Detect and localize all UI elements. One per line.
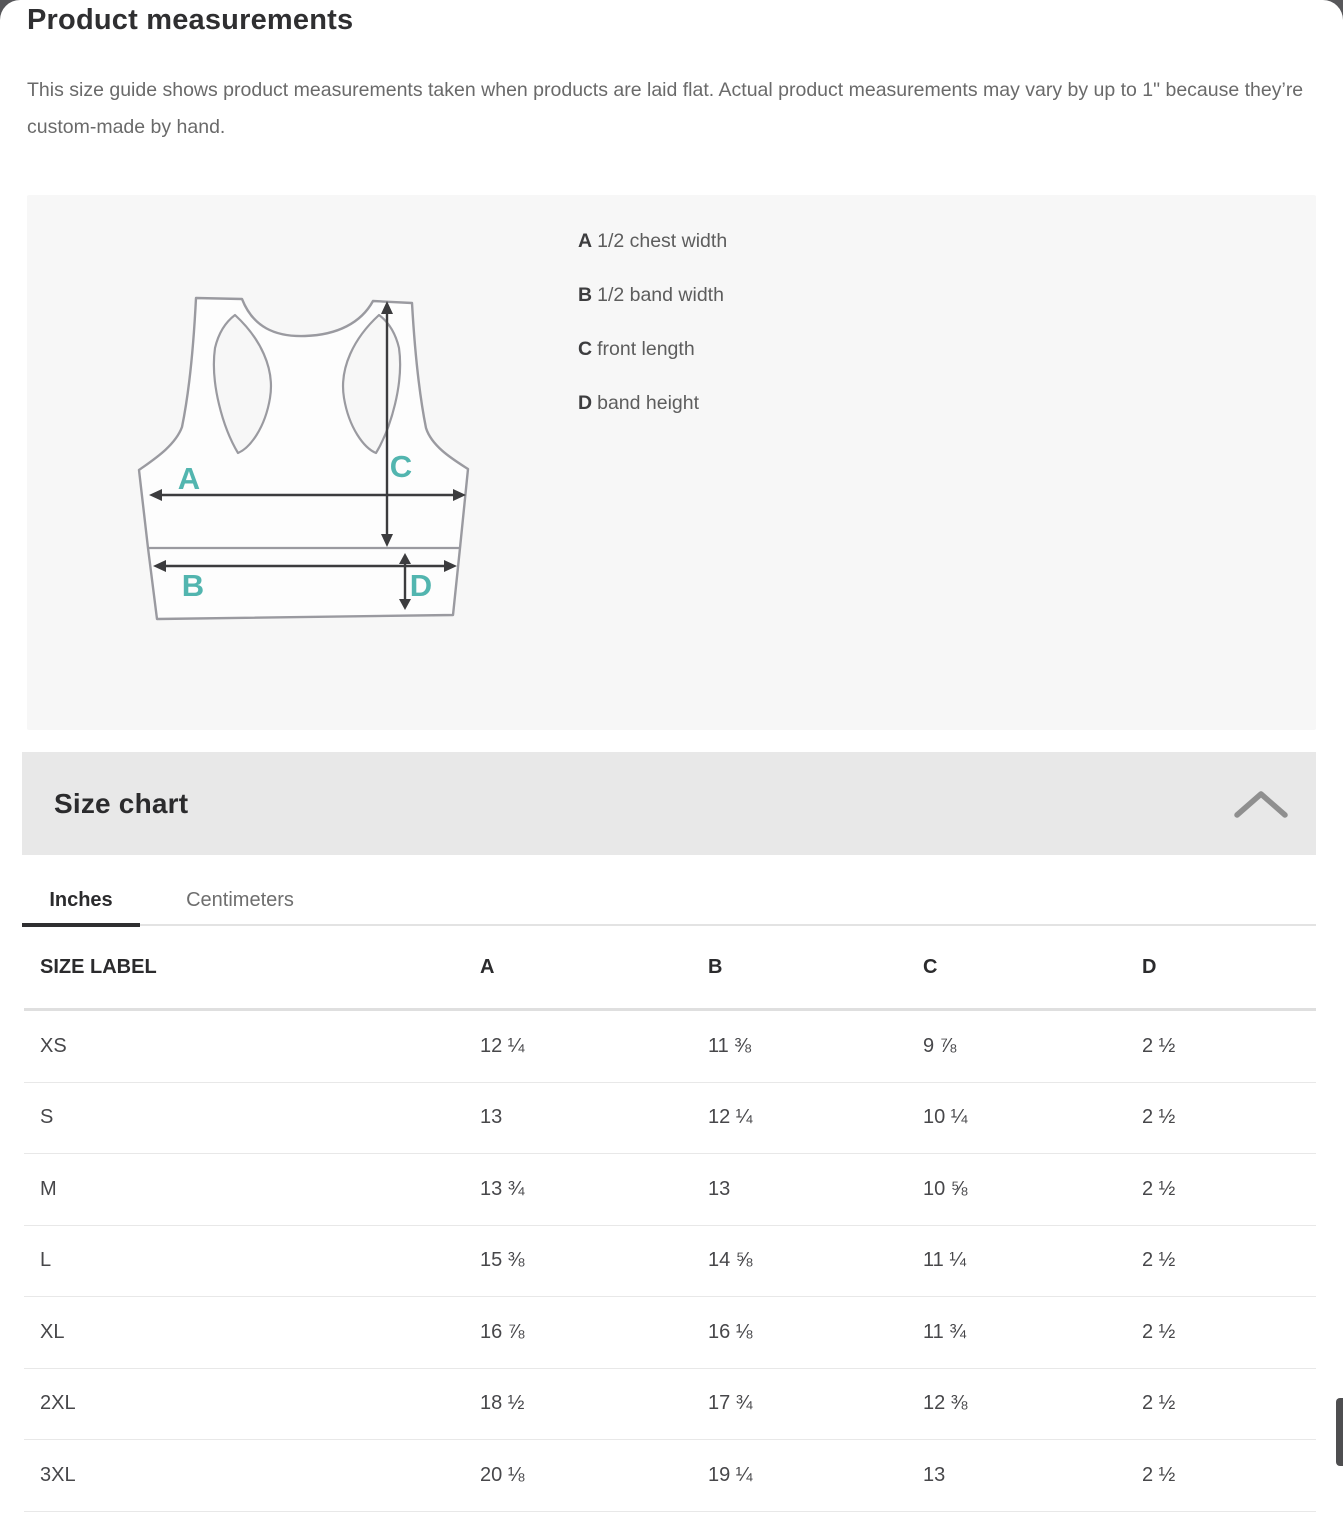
measurement-a-cell: 13: [480, 1106, 503, 1129]
table-row: [24, 1083, 1316, 1155]
table-row: [24, 1369, 1316, 1441]
measurement-a-cell: 20 ⅛: [480, 1463, 525, 1486]
page-title: Product measurements: [27, 4, 354, 36]
column-header-size-label: SIZE LABEL: [40, 955, 157, 978]
marker-d: D: [409, 568, 433, 603]
column-header-d: D: [1142, 955, 1157, 978]
size-label-cell: S: [40, 1106, 54, 1129]
measurement-a-cell: 13 ¾: [480, 1177, 525, 1200]
size-label-cell: XS: [40, 1034, 67, 1057]
measurement-b-cell: 14 ⅝: [708, 1249, 753, 1272]
marker-a: A: [177, 461, 201, 496]
measurement-c-cell: 12 ⅜: [923, 1392, 968, 1415]
table-row: [24, 1297, 1316, 1369]
measurement-a-cell: 15 ⅜: [480, 1249, 525, 1272]
measurement-c-cell: 10 ¼: [923, 1106, 968, 1129]
column-header-c: C: [923, 955, 938, 978]
marker-c: C: [389, 449, 413, 484]
measurement-d-cell: 2 ½: [1142, 1320, 1176, 1343]
legend-key-b: B: [578, 284, 593, 306]
size-table: [0, 926, 1343, 1512]
measurement-a-cell: 16 ⅞: [480, 1320, 525, 1343]
measurement-d-cell: 2 ½: [1142, 1249, 1176, 1272]
legend-item-d: [578, 393, 727, 413]
legend-label-d: band height: [597, 392, 700, 414]
measurement-a-cell: 12 ¼: [480, 1034, 525, 1057]
column-header-b: B: [708, 955, 723, 978]
column-header-a: A: [480, 955, 495, 978]
measurement-b-cell: 11 ⅜: [708, 1034, 751, 1057]
table-row: [24, 1440, 1316, 1512]
measurement-c-cell: 11 ¼: [923, 1249, 966, 1272]
size-label-cell: L: [40, 1249, 52, 1272]
table-row: [24, 1154, 1316, 1226]
legend-label-a: 1/2 chest width: [597, 230, 728, 252]
legend-item-a: [578, 231, 727, 251]
measurement-legend: [578, 231, 727, 447]
legend-key-d: D: [578, 392, 593, 414]
size-table-header-row: [24, 926, 1316, 1011]
measurement-c-cell: 11 ¾: [923, 1320, 966, 1343]
table-row: [24, 1226, 1316, 1298]
sports-bra-diagram: [135, 293, 475, 628]
measurement-d-cell: 2 ½: [1142, 1392, 1176, 1415]
legend-key-a: A: [578, 230, 593, 252]
unit-tabs: [22, 876, 1316, 926]
size-label-cell: 2XL: [40, 1392, 76, 1415]
size-table-body: [0, 1011, 1343, 1512]
legend-label-c: front length: [597, 338, 695, 360]
measurement-c-cell: 9 ⅞: [923, 1034, 957, 1057]
measurement-d-cell: 2 ½: [1142, 1463, 1176, 1486]
table-row: [24, 1011, 1316, 1083]
size-label-cell: XL: [40, 1320, 65, 1343]
measurement-b-cell: 13: [708, 1177, 731, 1200]
legend-item-b: [578, 285, 727, 305]
measurement-diagram-panel: [27, 195, 1316, 730]
measurement-c-cell: 10 ⅝: [923, 1177, 968, 1200]
page-description: This size guide shows product measurements taken when products are laid flat. Actual product measurements may vary by up to 1" because they’re custom-made by hand.: [27, 79, 1304, 138]
measurement-b-cell: 19 ¼: [708, 1463, 753, 1486]
legend-label-b: 1/2 band width: [597, 284, 724, 306]
measurement-b-cell: 12 ¼: [708, 1106, 753, 1129]
measurement-c-cell: 13: [923, 1463, 946, 1486]
legend-key-c: C: [578, 338, 593, 360]
size-chart-header[interactable]: [22, 752, 1316, 855]
measurement-a-cell: 18 ½: [480, 1392, 525, 1415]
measurement-d-cell: 2 ½: [1142, 1106, 1176, 1129]
size-chart-title: Size chart: [54, 787, 189, 819]
marker-b: B: [181, 568, 205, 603]
measurement-b-cell: 17 ¾: [708, 1392, 753, 1415]
tab-centimeters[interactable]: Centimeters: [186, 888, 294, 911]
measurement-d-cell: 2 ½: [1142, 1034, 1176, 1057]
size-label-cell: M: [40, 1177, 57, 1200]
measurement-b-cell: 16 ⅛: [708, 1320, 753, 1343]
size-label-cell: 3XL: [40, 1463, 76, 1486]
tab-inches[interactable]: Inches: [22, 876, 140, 924]
chevron-up-icon[interactable]: [1234, 790, 1288, 818]
scrollbar-thumb[interactable]: [1336, 1398, 1343, 1466]
legend-item-c: [578, 339, 727, 359]
measurement-d-cell: 2 ½: [1142, 1177, 1176, 1200]
